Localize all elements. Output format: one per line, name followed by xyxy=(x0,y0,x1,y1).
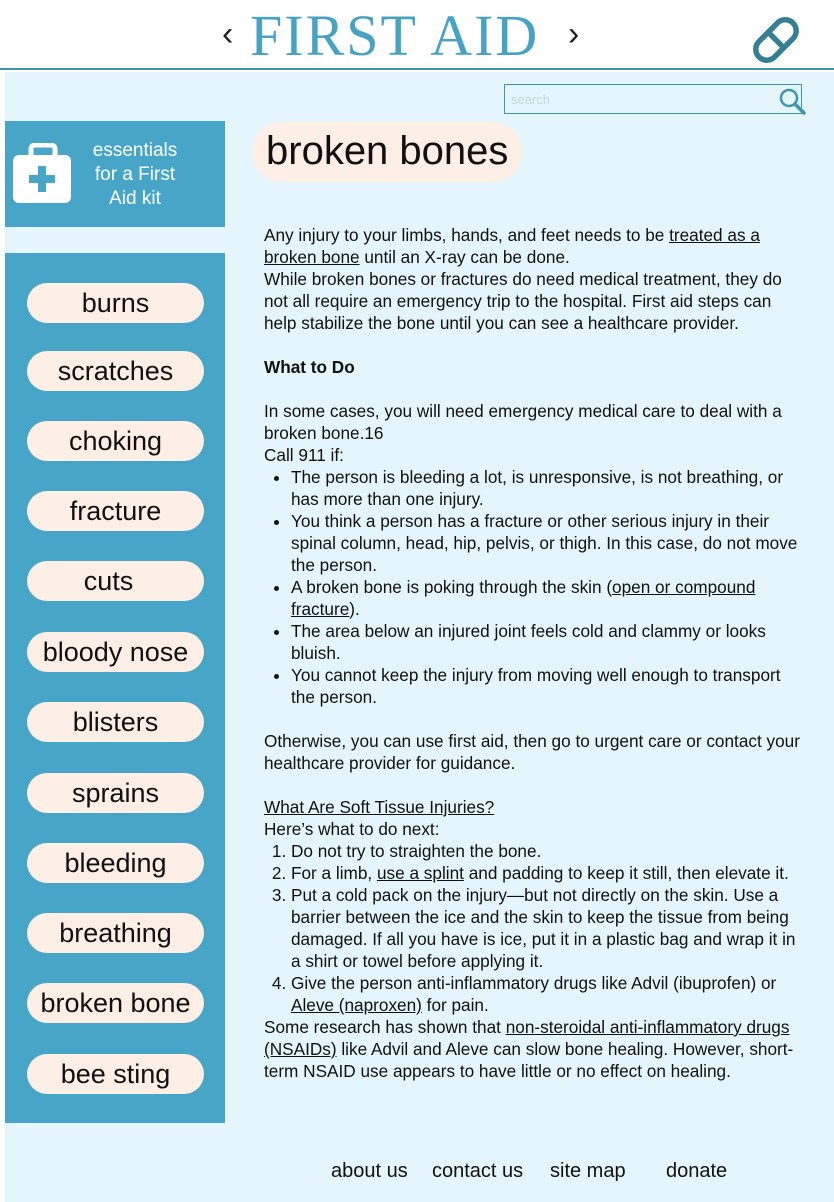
footer-donate-link[interactable]: donate xyxy=(666,1160,728,1182)
research-text: Some research has shown that xyxy=(264,1017,506,1037)
sidebar-item-blisters[interactable]: blisters xyxy=(27,702,204,742)
open-compound-fracture-link[interactable]: open or compound fracture xyxy=(291,577,756,619)
sidebar-item-burns[interactable]: burns xyxy=(27,283,204,323)
list-item xyxy=(291,972,804,1016)
what-to-do-heading: What to Do xyxy=(264,357,355,377)
list-item-text: A broken bone is poking through the skin ( xyxy=(291,577,613,597)
kit-label: essentials for a First Aid kit xyxy=(92,140,178,209)
list-item xyxy=(291,576,804,620)
soft-tissue-paragraph xyxy=(264,796,804,818)
intro-paragraph-2: While broken bones or fractures do need medical treatment, they do not all require an emergency trip to the hospital. First aid steps can help stabilize the bone until you can see a healthcare provider. xyxy=(264,269,782,333)
header xyxy=(0,0,834,70)
intro-text-end: until an X-ray can be done. xyxy=(359,247,570,267)
site-title: FIRST AID xyxy=(250,3,540,68)
search-input[interactable] xyxy=(511,89,771,109)
sidebar-item-choking[interactable]: choking xyxy=(27,421,204,461)
sidebar-item-bleeding[interactable]: bleeding xyxy=(27,843,204,883)
article-content xyxy=(264,224,804,1082)
treated-as-broken-bone-link[interactable]: treated as a broken bone xyxy=(264,225,760,267)
next-steps-text: Here’s what to do next: xyxy=(264,819,440,839)
list-item-text: For a limb, xyxy=(291,863,377,883)
sidebar-item-breathing[interactable]: breathing xyxy=(27,913,204,953)
first-aid-kit-icon xyxy=(13,143,73,205)
list-item: • You cannot keep the injury from moving well enough to transport the person. xyxy=(291,664,804,708)
emergency-paragraph: In some cases, you will need emergency medical care to deal with a broken bone.16 xyxy=(264,401,782,443)
first-aid-kit-link[interactable] xyxy=(5,121,225,227)
intro-text: Any injury to your limbs, hands, and feet needs to be xyxy=(264,225,670,245)
sidebar-item-broken-bone[interactable]: broken bone xyxy=(27,983,204,1023)
search-icon[interactable] xyxy=(777,86,807,116)
list-item xyxy=(291,862,804,884)
use-a-splint-link[interactable]: use a splint xyxy=(376,863,464,883)
footer-contact-link[interactable]: contact us xyxy=(432,1160,524,1182)
list-item-text: Give the person anti-inflammatory drugs like Advil (ibuprofen) or xyxy=(291,973,777,993)
previous-arrow-icon[interactable]: ‹ xyxy=(222,15,234,53)
research-text-end: like Advil and Aleve can slow bone healing. However, short-term NSAID use appears to have little or no effect on healing. xyxy=(264,1039,794,1081)
list-item: • You think a person has a fracture or other serious injury in their spinal column, head, hip, pelvis, or thigh. In this case, do not move the person. xyxy=(291,510,804,576)
footer-about-link[interactable]: about us xyxy=(331,1160,408,1182)
list-item: • The area below an injured joint feels cold and clammy or looks bluish. xyxy=(291,620,804,664)
pill-icon[interactable] xyxy=(748,12,804,68)
footer-sitemap-link[interactable]: site map xyxy=(550,1160,626,1182)
call-911-text: Call 911 if: xyxy=(264,445,344,465)
intro-paragraph xyxy=(264,224,804,268)
soft-tissue-injuries-link[interactable]: What Are Soft Tissue Injuries? xyxy=(264,797,495,817)
page-title: broken bones xyxy=(252,122,522,182)
nsaids-link[interactable]: non-steroidal anti-inflammatory drugs (NSAIDs) xyxy=(264,1017,790,1059)
sidebar-item-sprains[interactable]: sprains xyxy=(27,773,204,813)
list-item-text-end: ). xyxy=(349,599,360,619)
search-box xyxy=(504,84,802,114)
list-item: 1. Do not try to straighten the bone. xyxy=(291,840,804,862)
list-item-text-end: and padding to keep it still, then elevate it. xyxy=(463,863,789,883)
steps-list xyxy=(264,840,804,1016)
sidebar-item-bee-sting[interactable]: bee sting xyxy=(27,1054,204,1094)
otherwise-paragraph: Otherwise, you can use first aid, then go to urgent care or contact your healthcare provider for guidance. xyxy=(264,731,800,773)
aleve-naproxen-link[interactable]: Aleve (naproxen) xyxy=(291,995,422,1015)
list-item: • The person is bleeding a lot, is unresponsive, is not breathing, or has more than one injury. xyxy=(291,466,804,510)
list-item: 3. Put a cold pack on the injury—but not directly on the skin. Use a barrier between the ice and the skin to keep the tissue from being damaged. If all you have is ice, put it in a plastic bag and wrap it in a shirt or towel before applying it. xyxy=(291,884,804,972)
sidebar xyxy=(5,253,225,1123)
sidebar-item-bloody-nose[interactable]: bloody nose xyxy=(27,632,204,672)
sidebar-item-cuts[interactable]: cuts xyxy=(27,561,204,601)
sidebar-item-scratches[interactable]: scratches xyxy=(27,351,204,391)
list-item-text-end: for pain. xyxy=(421,995,489,1015)
next-arrow-icon[interactable]: › xyxy=(568,15,580,53)
emergency-list xyxy=(264,466,804,708)
sidebar-item-fracture[interactable]: fracture xyxy=(27,491,204,531)
research-paragraph xyxy=(264,1016,804,1082)
